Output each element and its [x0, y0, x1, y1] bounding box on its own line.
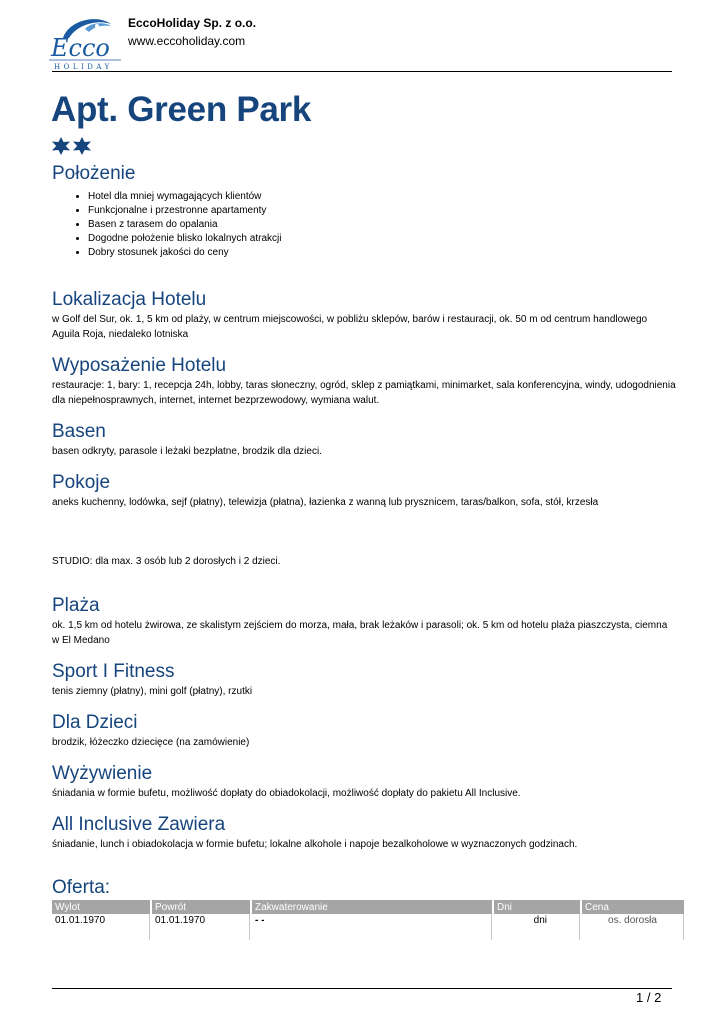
star-icon — [52, 137, 70, 155]
section-text: ok. 1,5 km od hotelu żwirowa, ze skalistym zejściem do morza, mała, brak leżaków i parasoli; ok. 5 km od hotelu plaża piaszczysta, ciemna w El Medano — [52, 620, 668, 646]
section-all-inclusive — [52, 813, 677, 852]
section-title: Sport I Fitness — [52, 661, 175, 682]
section-wyposazenie — [52, 354, 677, 408]
logo-text: Ecco — [51, 34, 110, 62]
section-title: Wyżywienie — [52, 763, 153, 784]
page-number: 1 / 2 — [636, 990, 662, 1005]
section-oferta — [52, 876, 677, 940]
section-title: Pokoje — [52, 472, 111, 493]
section-text: aneks kuchenny, lodówka, sejf (płatny), telewizja (płatna), łazienka z wanną lub prysznicem, taras/balkon, sofa, stół, krzesła — [52, 497, 599, 508]
offer-table — [50, 900, 686, 940]
list-item: • Hotel dla mniej wymagających klientów — [88, 190, 677, 204]
list-item: • Basen z tarasem do opalania — [88, 218, 677, 232]
section-title: Położenie — [52, 163, 136, 184]
section-lokalizacja — [52, 288, 677, 342]
page-header — [45, 12, 675, 72]
section-text: śniadania w formie bufetu, możliwość dopłaty do obiadokolacji, możliwość dopłaty do pakietu All Inclusive. — [52, 788, 521, 799]
section-title: All Inclusive Zawiera — [52, 814, 226, 835]
table-row — [52, 914, 684, 940]
column-header-dni: Dni — [494, 900, 580, 914]
table-header-row — [52, 900, 684, 914]
section-polozenie — [52, 162, 677, 260]
logo-subtext: HOLIDAY — [54, 63, 113, 70]
column-header-cena: Cena — [582, 900, 684, 914]
hotel-title: Apt. Green Park — [51, 90, 312, 129]
section-text: śniadanie, lunch i obiadokolacja w formie bufetu; lokalne alkohole i napoje bezalkoholowe w wyznaczonych godzinach. — [52, 839, 578, 850]
column-header-powrot: Powrót — [152, 900, 250, 914]
section-title: Basen — [52, 421, 106, 442]
section-basen — [52, 420, 677, 459]
section-title: Dla Dzieci — [52, 712, 138, 733]
section-title: Lokalizacja Hotelu — [52, 289, 207, 310]
star-rating — [51, 136, 93, 156]
company-website: www.eccoholiday.com — [128, 34, 246, 48]
ecco-holiday-logo — [45, 12, 125, 70]
section-wyzywienie — [52, 762, 677, 801]
bullet-list — [52, 190, 677, 260]
column-header-wylot: Wylot — [52, 900, 150, 914]
section-text: restauracje: 1, bary: 1, recepcja 24h, lobby, taras słoneczny, ogród, sklep z pamiątkami, minimarket, sala konferencyjna, windy, udogodnienia dla niepełnosprawnych, internet, internet bezprzewodowy, wymiana walut. — [52, 380, 676, 406]
section-sport — [52, 660, 677, 699]
column-header-zakwaterowanie: Zakwaterowanie — [252, 900, 492, 914]
section-text: STUDIO: dla max. 3 osób lub 2 dorosłych i 2 dzieci. — [52, 556, 281, 567]
hotel-description — [52, 162, 677, 940]
section-plaza — [52, 594, 677, 648]
section-title: Plaża — [52, 595, 100, 616]
section-dla-dzieci — [52, 711, 677, 750]
section-text: brodzik, łóżeczko dziecięce (na zamówienie) — [52, 737, 250, 748]
section-text: basen odkryty, parasole i leżaki bezpłatne, brodzik dla dzieci. — [52, 446, 322, 457]
footer-divider — [52, 988, 672, 989]
section-text: tenis ziemny (płatny), mini golf (płatny), rzutki — [52, 686, 253, 697]
section-pokoje — [52, 471, 677, 569]
list-item: • Funkcjonalne i przestronne apartamenty — [88, 204, 677, 218]
cell-dni: dni — [494, 914, 580, 940]
cell-wylot: 01.01.1970 — [52, 914, 150, 940]
star-icon — [73, 137, 91, 155]
offer-title: Oferta: — [52, 877, 111, 898]
list-item: • Dogodne położenie blisko lokalnych atrakcji — [88, 232, 677, 246]
company-name: EccoHoliday Sp. z o.o. — [128, 16, 257, 30]
cell-powrot: 01.01.1970 — [152, 914, 250, 940]
list-item: • Dobry stosunek jakości do ceny — [88, 246, 677, 260]
cell-cena: os. dorosła — [582, 914, 684, 940]
cell-zakwaterowanie: - - — [252, 914, 492, 940]
header-divider — [52, 71, 672, 72]
section-text: w Golf del Sur, ok. 1, 5 km od plaży, w centrum miejscowości, w pobliżu sklepów, barów i restauracji, ok. 50 m od centrum handlowego Aguila Roja, niedaleko lotniska — [52, 314, 648, 340]
section-title: Wyposażenie Hotelu — [52, 355, 227, 376]
